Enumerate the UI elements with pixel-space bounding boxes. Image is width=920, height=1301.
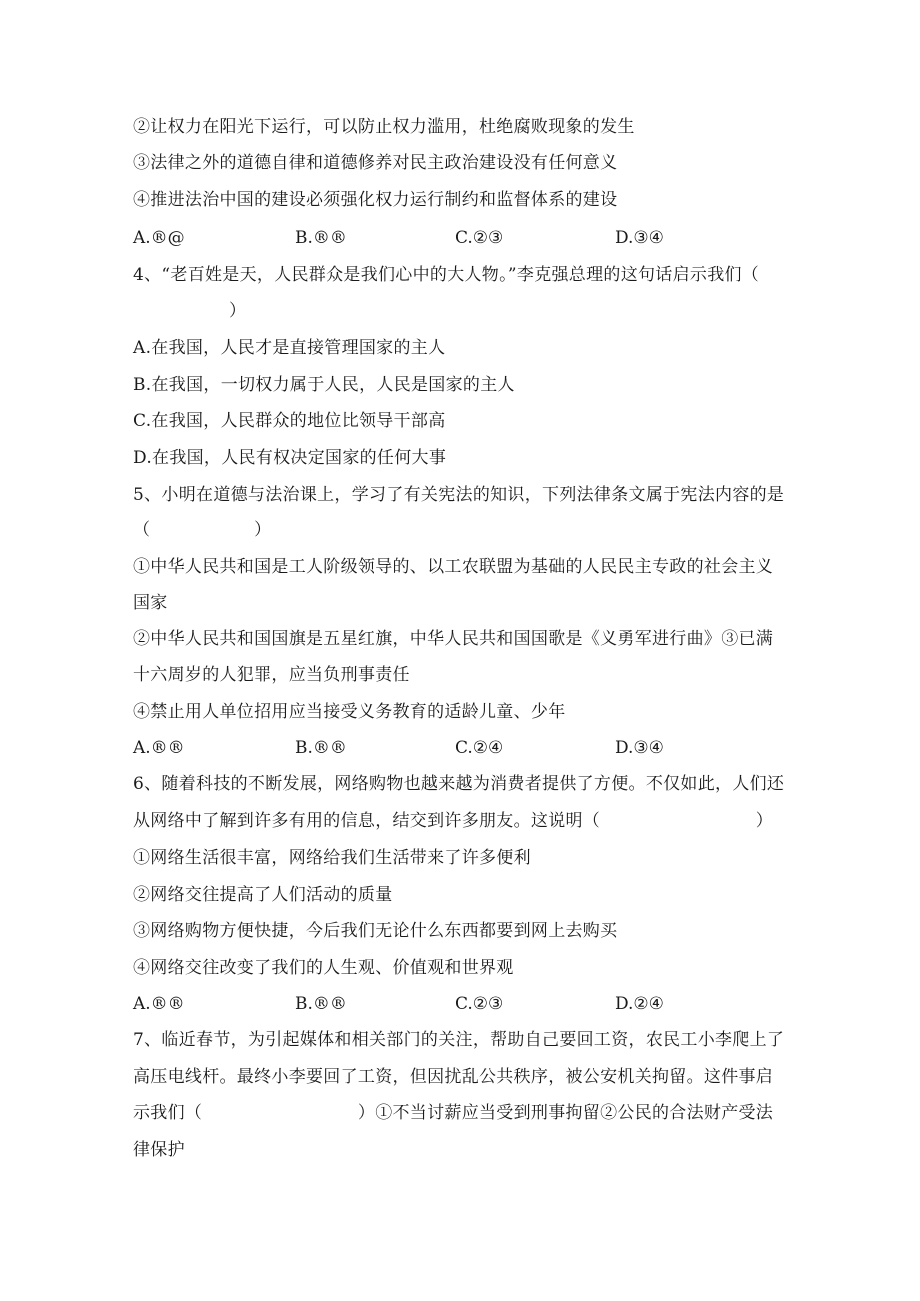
- q5-option-d: D.③④: [615, 738, 664, 758]
- q5-stem-line-2: （ ）: [133, 520, 272, 540]
- q5-statement-4: ④禁止用人单位招用应当接受义务教育的适龄儿童、少年: [133, 702, 566, 722]
- q7-stem-line-3: 示我们（ ）①不当讨薪应当受到刑事拘留②公民的合法财产受法: [133, 1103, 774, 1123]
- q5-option-c: C.②④: [455, 738, 504, 758]
- q4-stem-line-2: ）: [229, 301, 247, 321]
- q4-option-d: D.在我国，人民有权决定国家的任何大事: [133, 448, 447, 468]
- q3-option-a: A.®@: [133, 228, 185, 248]
- q6-option-b: B.®®: [295, 994, 347, 1014]
- q3-option-b: B.®®: [295, 228, 347, 248]
- q6-statement-2: ②网络交往提高了人们活动的质量: [133, 885, 393, 905]
- q3-statement-3: ③法律之外的道德自律和道德修养对民主政治建设没有任何意义: [133, 153, 618, 173]
- q4-option-b: B.在我国，一切权力属于人民，人民是国家的主人: [133, 375, 515, 395]
- q6-statement-1: ①网络生活很丰富，网络给我们生活带来了许多便利: [133, 848, 531, 868]
- q6-statement-4: ④网络交往改变了我们的人生观、价值观和世界观: [133, 958, 514, 978]
- q3-option-c: C.②③: [455, 228, 504, 248]
- q3-statement-2: ②让权力在阳光下运行，可以防止权力滥用，杜绝腐败现象的发生: [133, 117, 635, 137]
- q5-option-b: B.®®: [295, 738, 347, 758]
- q5-stem-line-1: 5、小明在道德与法治课上，学习了有关宪法的知识，下列法律条文属于宪法内容的是: [133, 485, 785, 505]
- q5-statement-2-line-2: 十六周岁的人犯罪，应当负刑事责任: [133, 665, 410, 685]
- q6-option-a: A.®®: [133, 994, 185, 1014]
- q4-option-c: C.在我国，人民群众的地位比领导干部高: [133, 411, 446, 431]
- q5-option-a: A.®®: [133, 738, 185, 758]
- q5-statement-1-line-2: 国家: [133, 593, 168, 613]
- q6-stem-line-1: 6、随着科技的不断发展，网络购物也越来越为消费者提供了方便。不仅如此，人们还: [133, 774, 785, 794]
- q7-stem-line-2: 高压电线杆。最终小李要回了工资，但因扰乱公共秩序，被公安机关拘留。这件事启: [133, 1067, 774, 1087]
- q7-stem-line-1: 7、临近春节，为引起媒体和相关部门的关注，帮助自己要回工资，农民工小李爬上了: [133, 1030, 785, 1050]
- q6-option-c: C.②③: [455, 994, 504, 1014]
- q6-stem-line-2: 从网络中了解到许多有用的信息，结交到许多朋友。这说明（ ）: [133, 811, 774, 831]
- q5-statement-1-line-1: ①中华人民共和国是工人阶级领导的、以工农联盟为基础的人民民主专政的社会主义: [133, 557, 774, 577]
- q3-option-d: D.③④: [615, 228, 664, 248]
- q3-statement-4: ④推进法治中国的建设必须强化权力运行制约和监督体系的建设: [133, 190, 618, 210]
- q5-statement-2-line-1: ②中华人民共和国国旗是五星红旗，中华人民共和国国歌是《义勇军进行曲》③已满: [133, 629, 774, 649]
- q4-stem-line-1: 4、“老百姓是天，人民群众是我们心中的大人物。”李克强总理的这句话启示我们（: [133, 265, 760, 285]
- q7-stem-line-4: 律保护: [133, 1140, 185, 1160]
- q4-option-a: A.在我国，人民才是直接管理国家的主人: [133, 338, 446, 358]
- q6-statement-3: ③网络购物方便快捷，今后我们无论什么东西都要到网上去购买: [133, 921, 618, 941]
- q6-option-d: D.②④: [615, 994, 664, 1014]
